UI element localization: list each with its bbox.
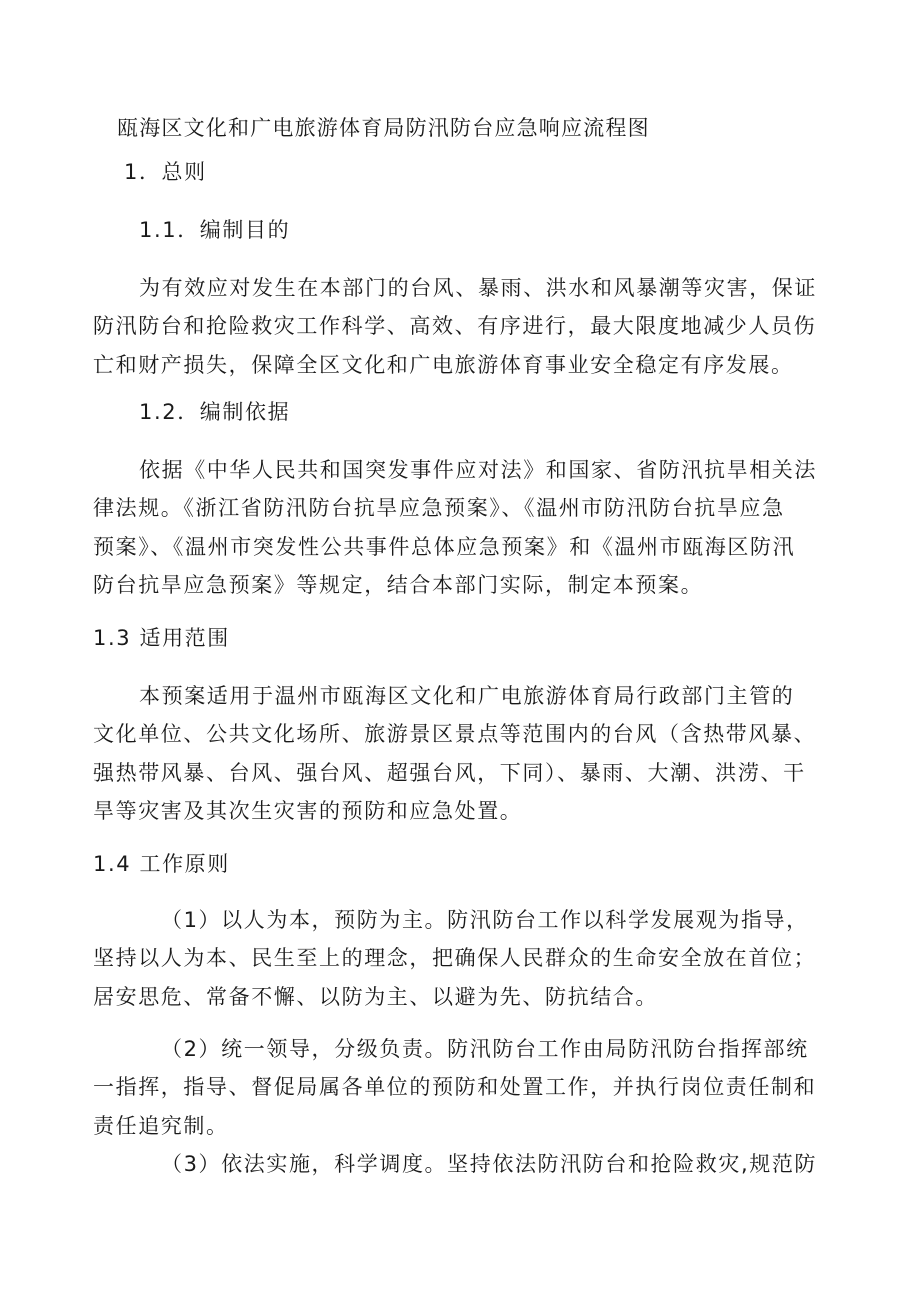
paragraph-line: 律法规。《浙江省防汛防台抗旱应急预案》、《温州市防汛防台抗旱应急: [93, 496, 785, 520]
paragraph-line: （3）依法实施，科学调度。坚持依法防汛防台和抢险救灾,规范防: [161, 1152, 818, 1176]
paragraph-line: 预案》、《温州市突发性公共事件总体应急预案》和《温州市瓯海区防汛: [93, 535, 796, 559]
paragraph-line: 责任追究制。: [93, 1114, 229, 1138]
paragraph-line: （1）以人为本，预防为主。防汛防台工作以科学发展观为指导，: [161, 908, 809, 932]
section-1-4-heading: 1.4 工作原则: [93, 852, 230, 876]
section-1-heading: 1．总则: [124, 160, 207, 184]
section-1-1-heading: 1.1．编制目的: [139, 218, 291, 242]
section-1-3-heading: 1.3 适用范围: [93, 626, 230, 650]
paragraph-line: （2）统一领导，分级负责。防汛防台工作由局防汛防台指挥部统: [161, 1037, 809, 1061]
paragraph-line: 本预案适用于温州市瓯海区文化和广电旅游体育局行政部门主管的: [139, 684, 795, 708]
paragraph-line: 防汛防台和抢险救灾工作科学、高效、有序进行，最大限度地减少人员伤: [93, 314, 817, 338]
paragraph-line: 亡和财产损失，保障全区文化和广电旅游体育事业安全稳定有序发展。: [93, 353, 794, 377]
paragraph-line: 依据《中华人民共和国突发事件应对法》和国家、省防汛抗旱相关法: [139, 458, 817, 482]
document-title: 瓯海区文化和广电旅游体育局防汛防台应急响应流程图: [117, 116, 650, 140]
paragraph-line: 坚持以人为本、民生至上的理念，把确保人民群众的生命安全放在首位；: [93, 946, 817, 970]
paragraph-line: 居安思危、常备不懈、以防为主、以避为先、防抗结合。: [93, 985, 658, 1009]
section-1-2-heading: 1.2．编制依据: [139, 400, 291, 424]
paragraph-line: 防台抗旱应急预案》等规定，结合本部门实际，制定本预案。: [93, 573, 704, 597]
paragraph-line: 文化单位、公共文化场所、旅游景区景点等范围内的台风（含热带风暴、: [93, 722, 817, 746]
paragraph-line: 旱等灾害及其次生灾害的预防和应急处置。: [93, 799, 523, 823]
paragraph-line: 强热带风暴、台风、强台风、超强台风，下同）、暴雨、大潮、洪涝、干: [93, 761, 806, 785]
paragraph-line: 为有效应对发生在本部门的台风、暴雨、洪水和风暴潮等灾害，保证: [139, 276, 817, 300]
paragraph-line: 一指挥，指导、督促局属各单位的预防和处置工作，并执行岗位责任制和: [93, 1075, 817, 1099]
